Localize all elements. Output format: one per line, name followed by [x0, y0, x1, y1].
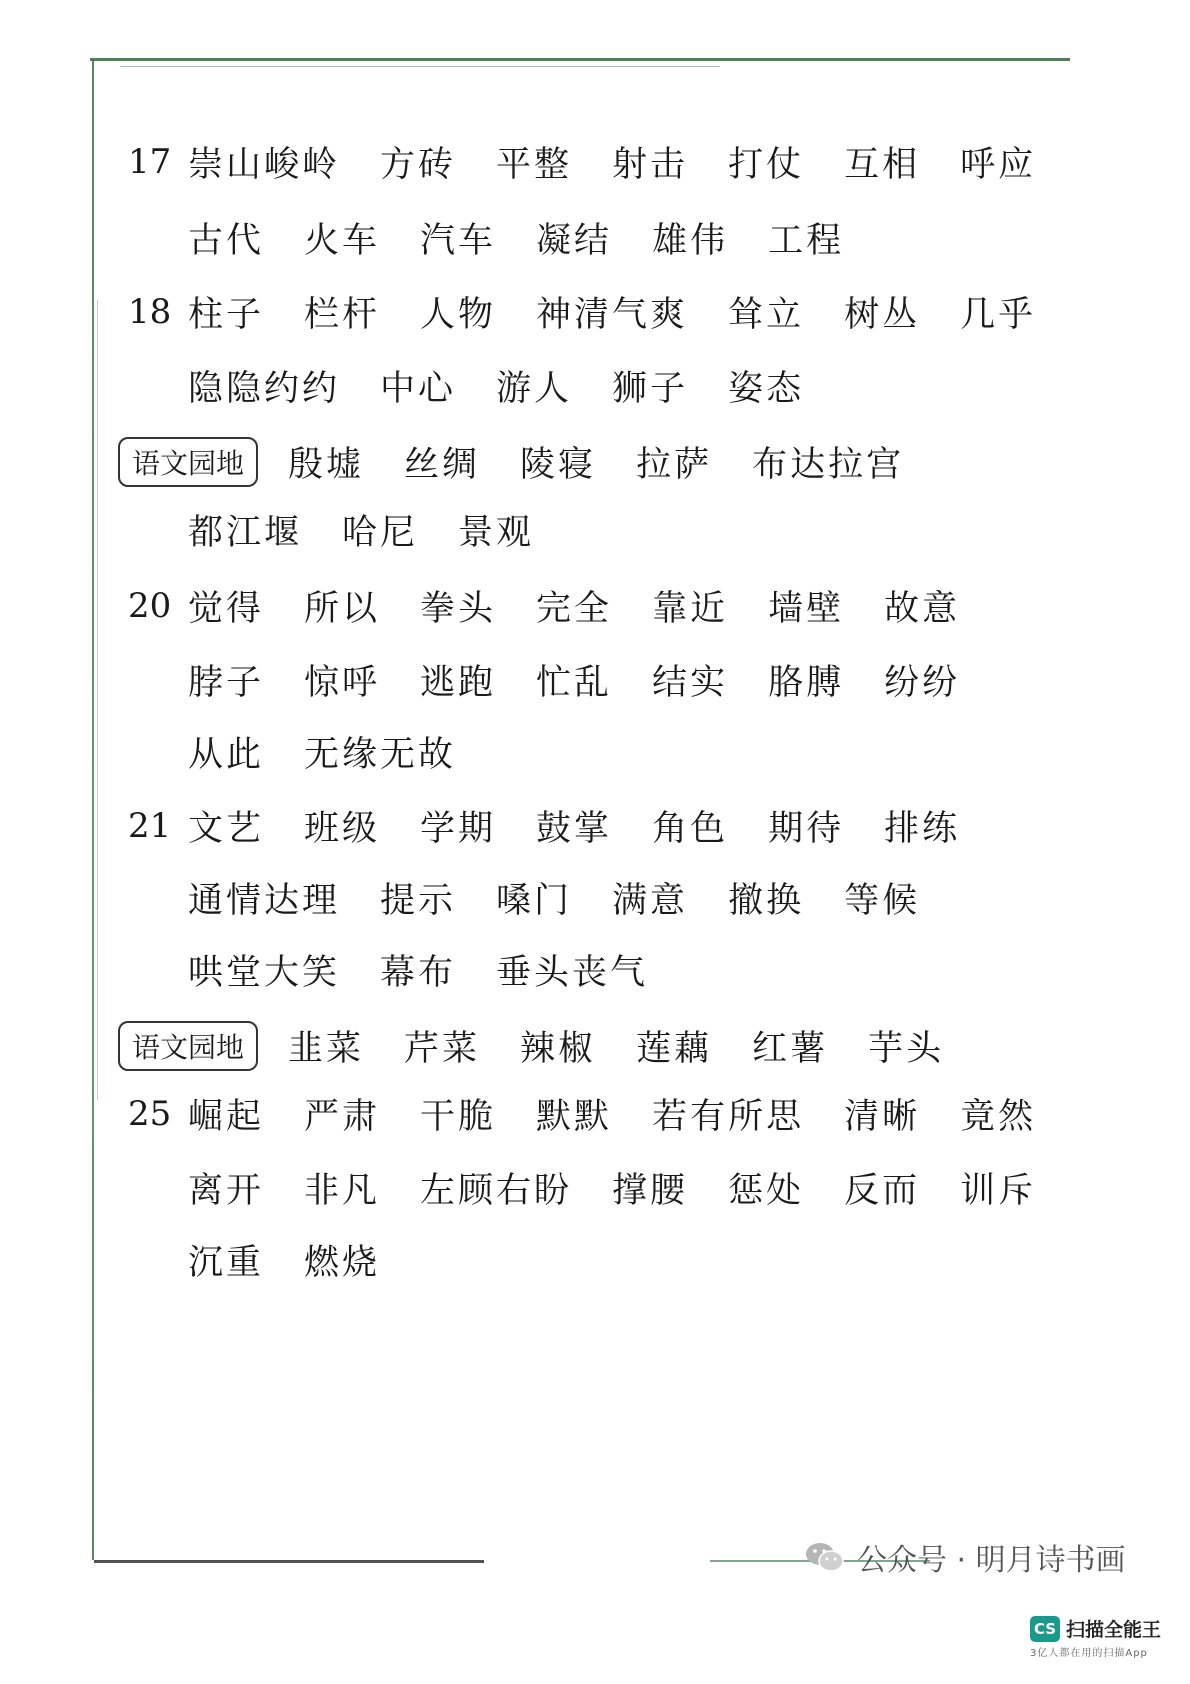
watermark-text: 公众号 · 明月诗书画 — [857, 1543, 1126, 1578]
vocab-word: 红薯 — [752, 1029, 829, 1069]
vocab-word: 逃跑 — [420, 663, 497, 703]
lesson-number: 17 — [128, 142, 172, 182]
vocab-word: 忙乱 — [536, 663, 613, 703]
vocab-word: 结实 — [652, 663, 729, 703]
vocab-word: 撤换 — [728, 881, 805, 921]
vocab-word: 离开 — [188, 1171, 265, 1211]
vocab-word: 所以 — [304, 589, 381, 629]
vocab-word: 垂头丧气 — [496, 953, 649, 993]
vocab-word: 打仗 — [728, 145, 805, 185]
vocab-word: 丝绸 — [404, 445, 481, 485]
vocab-word: 耸立 — [728, 295, 805, 335]
vocab-word: 幕布 — [380, 953, 457, 993]
vocab-word: 从此 — [188, 735, 265, 775]
vocab-word: 雄伟 — [652, 221, 729, 261]
cs-logo-icon: CS — [1030, 1616, 1060, 1642]
lesson-number: 25 — [128, 1094, 172, 1134]
vocab-word: 觉得 — [188, 589, 265, 629]
vocab-word: 严肃 — [304, 1097, 381, 1137]
vocab-word: 完全 — [536, 589, 613, 629]
vocab-word: 布达拉宫 — [752, 445, 905, 485]
vocab-word: 芋头 — [868, 1029, 945, 1069]
vocab-word: 提示 — [380, 881, 457, 921]
vocab-word: 拉萨 — [636, 445, 713, 485]
vocab-word: 人物 — [420, 295, 497, 335]
vocab-word: 惊呼 — [304, 663, 381, 703]
vocab-word: 游人 — [496, 369, 573, 409]
vocab-word: 芹菜 — [404, 1029, 481, 1069]
scanner-app-logo — [1030, 1615, 1180, 1659]
wechat-icon — [805, 1540, 845, 1574]
scanner-tagline: 3亿人都在用的扫描App — [1030, 1648, 1148, 1659]
vocab-line — [128, 576, 1000, 636]
vocab-line — [188, 208, 884, 268]
vocab-line — [188, 500, 574, 560]
vocab-word: 故意 — [884, 589, 961, 629]
vocab-line — [128, 282, 1076, 342]
vocab-word: 火车 — [304, 221, 381, 261]
vocab-line — [188, 868, 960, 928]
section-badge: 语文园地 — [118, 437, 258, 487]
vocab-word: 汽车 — [420, 221, 497, 261]
vocab-word: 惩处 — [728, 1171, 805, 1211]
watermark — [805, 1535, 1126, 1579]
vocab-word: 班级 — [304, 809, 381, 849]
vocab-line — [188, 940, 688, 1000]
vocab-line — [128, 1084, 1076, 1144]
vocab-word: 射击 — [612, 145, 689, 185]
vocab-word: 墙壁 — [768, 589, 845, 629]
vocab-line — [188, 650, 1000, 710]
vocab-line — [118, 1016, 984, 1076]
vocab-word: 文艺 — [188, 809, 265, 849]
vocab-line — [128, 796, 1000, 856]
vocab-word: 几乎 — [960, 295, 1037, 335]
vocab-word: 左顾右盼 — [420, 1171, 573, 1211]
vocab-word: 靠近 — [652, 589, 729, 629]
vocab-word: 呼应 — [960, 145, 1037, 185]
vocab-word: 拳头 — [420, 589, 497, 629]
vocab-word: 通情达理 — [188, 881, 341, 921]
vocab-word: 若有所思 — [652, 1097, 805, 1137]
vocab-word: 古代 — [188, 221, 265, 261]
vocab-word: 隐隐约约 — [188, 369, 341, 409]
vocab-word: 学期 — [420, 809, 497, 849]
vocab-word: 反而 — [844, 1171, 921, 1211]
border-top — [90, 58, 1070, 61]
vocab-word: 鼓掌 — [536, 809, 613, 849]
vocab-word: 期待 — [768, 809, 845, 849]
border-bottom-left — [94, 1560, 484, 1563]
vocab-word: 撑腰 — [612, 1171, 689, 1211]
vocab-word: 栏杆 — [304, 295, 381, 335]
border-top-inner — [120, 66, 720, 67]
vocab-word: 神清气爽 — [536, 295, 689, 335]
vocab-line — [118, 432, 944, 492]
vocab-line — [188, 1230, 420, 1290]
vocab-word: 工程 — [768, 221, 845, 261]
vocab-word: 崇山峻岭 — [188, 145, 341, 185]
vocab-word: 哈尼 — [342, 513, 419, 553]
vocab-word: 默默 — [536, 1097, 613, 1137]
vocab-word: 胳膊 — [768, 663, 845, 703]
vocab-word: 燃烧 — [304, 1243, 381, 1283]
vocab-word: 韭菜 — [288, 1029, 365, 1069]
vocab-word: 清晰 — [844, 1097, 921, 1137]
vocab-word: 凝结 — [536, 221, 613, 261]
vocab-word: 都江堰 — [188, 513, 303, 553]
vocab-word: 角色 — [652, 809, 729, 849]
vocab-word: 树丛 — [844, 295, 921, 335]
vocab-word: 哄堂大笑 — [188, 953, 341, 993]
vocab-word: 陵寝 — [520, 445, 597, 485]
vocab-word: 景观 — [458, 513, 535, 553]
border-left-inner — [97, 300, 98, 1100]
vocab-word: 训斥 — [960, 1171, 1037, 1211]
lesson-number: 20 — [128, 586, 172, 626]
vocab-word: 非凡 — [304, 1171, 381, 1211]
vocab-word: 等候 — [844, 881, 921, 921]
vocab-word: 嗓门 — [496, 881, 573, 921]
vocab-word: 平整 — [496, 145, 573, 185]
vocab-line — [188, 356, 844, 416]
vocab-word: 满意 — [612, 881, 689, 921]
vocab-word: 姿态 — [728, 369, 805, 409]
vocab-word: 莲藕 — [636, 1029, 713, 1069]
vocab-word: 无缘无故 — [304, 735, 457, 775]
lesson-number: 21 — [128, 806, 172, 846]
vocab-line — [188, 1158, 1076, 1218]
vocab-word: 沉重 — [188, 1243, 265, 1283]
vocab-word: 柱子 — [188, 295, 265, 335]
vocab-line — [188, 722, 496, 782]
vocab-word: 纷纷 — [884, 663, 961, 703]
vocab-word: 辣椒 — [520, 1029, 597, 1069]
vocab-word: 脖子 — [188, 663, 265, 703]
vocab-word: 干脆 — [420, 1097, 497, 1137]
vocab-word: 崛起 — [188, 1097, 265, 1137]
scanner-app-name: 扫描全能王 — [1066, 1619, 1162, 1641]
lesson-number: 18 — [128, 292, 172, 332]
vocab-word: 互相 — [844, 145, 921, 185]
vocab-word: 排练 — [884, 809, 961, 849]
vocab-word: 狮子 — [612, 369, 689, 409]
vocab-line — [128, 132, 1076, 192]
vocab-word: 殷墟 — [288, 445, 365, 485]
vocab-word: 方砖 — [380, 145, 457, 185]
vocab-word: 中心 — [380, 369, 457, 409]
border-left — [92, 60, 94, 1560]
section-badge: 语文园地 — [118, 1021, 258, 1071]
vocab-word: 竟然 — [960, 1097, 1037, 1137]
